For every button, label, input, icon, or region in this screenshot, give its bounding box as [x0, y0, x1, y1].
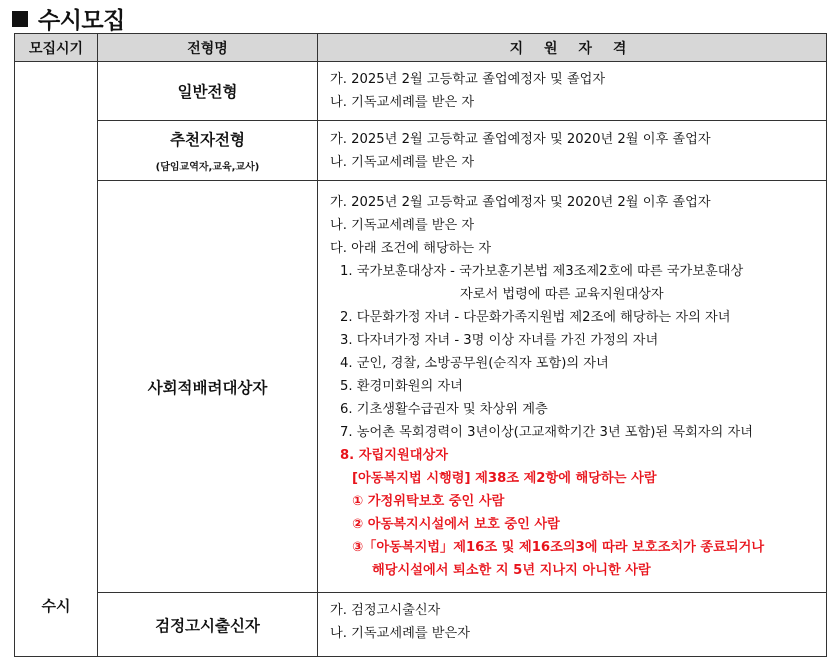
table-row: [15, 181, 827, 593]
track-name: 검정고시출신자: [98, 593, 318, 657]
track-name: 사회적배려대상자: [98, 181, 318, 593]
qualification-line: 6. 기초생활수급권자 및 차상위 계층: [340, 402, 548, 417]
track-name-cell: [98, 121, 318, 181]
qualification-cell: [318, 121, 827, 181]
square-bullet-icon: [12, 11, 28, 27]
qualification-line: 나. 기독교세례를 받은 자: [330, 95, 475, 110]
qualification-line: 나. 기독교세례를 받은자: [330, 626, 470, 641]
qualification-line: 1. 국가보훈대상자 - 국가보훈기본법 제3조제2호에 따른 국가보훈대상: [340, 264, 744, 279]
qualification-line: 가. 2025년 2월 고등학교 졸업예정자 및 2020년 2월 이후 졸업자: [330, 131, 711, 147]
emphasis-line: ③「아동복지법」제16조 및 제16조의3에 따라 보호조치가 종료되거나: [352, 540, 765, 555]
qualification-cell: [318, 593, 827, 657]
qualification-line: 5. 환경미화원의 자녀: [340, 379, 463, 394]
emphasis-line: ① 가정위탁보호 중인 사람: [352, 494, 505, 509]
table-row: [15, 121, 827, 181]
header-period: 모집시기: [15, 34, 98, 62]
qualification-line: 나. 기독교세례를 받은 자: [330, 154, 475, 170]
period-cell: 수시: [15, 62, 98, 657]
table-header-row: [15, 34, 827, 62]
qualification-line: 4. 군인, 경찰, 소방공무원(순직자 포함)의 자녀: [340, 356, 609, 371]
table-row: [15, 593, 827, 657]
qualification-cell: [318, 62, 827, 121]
header-track: 전형명: [98, 34, 318, 62]
heading-text: 수시모집: [38, 8, 125, 34]
header-qualification: 지 원 자 격: [318, 34, 827, 62]
emphasis-line: [아동복지법 시행령] 제38조 제2항에 해당하는 사람: [352, 471, 657, 486]
qualification-line: 자로서 법령에 따른 교육지원대상자: [460, 287, 664, 302]
qualification-line: 다. 아래 조건에 해당하는 자: [330, 241, 492, 256]
emphasis-line: ② 아동복지시설에서 보호 중인 사람: [352, 517, 560, 532]
table-row: [15, 62, 827, 121]
qualification-line: 3. 다자녀가정 자녀 - 3명 이상 자녀를 가진 가정의 자녀: [340, 333, 659, 348]
track-name: 추천자전형: [170, 131, 245, 149]
qualification-line: 가. 2025년 2월 고등학교 졸업예정자 및 졸업자: [330, 72, 606, 87]
qualification-line: 나. 기독교세례를 받은 자: [330, 218, 475, 233]
track-name-sub: (담임교역자,교육,교사): [155, 162, 260, 173]
qualification-line: 7. 농어촌 목회경력이 3년이상(고교재학기간 3년 포함)된 목회자의 자녀: [340, 425, 753, 440]
qualification-line: 가. 2025년 2월 고등학교 졸업예정자 및 2020년 2월 이후 졸업자: [330, 195, 711, 210]
emphasis-line: 8. 자립지원대상자: [340, 448, 448, 463]
qualification-line: 2. 다문화가정 자녀 - 다문화가족지원법 제2조에 해당하는 자의 자녀: [340, 310, 731, 325]
track-name: 일반전형: [98, 62, 318, 121]
qualification-cell: [318, 181, 827, 593]
admission-table: [14, 33, 827, 657]
page-heading: [12, 2, 125, 35]
emphasis-line: 해당시설에서 퇴소한 지 5년 지나지 아니한 사람: [372, 563, 651, 578]
qualification-line: 가. 검정고시출신자: [330, 603, 441, 618]
